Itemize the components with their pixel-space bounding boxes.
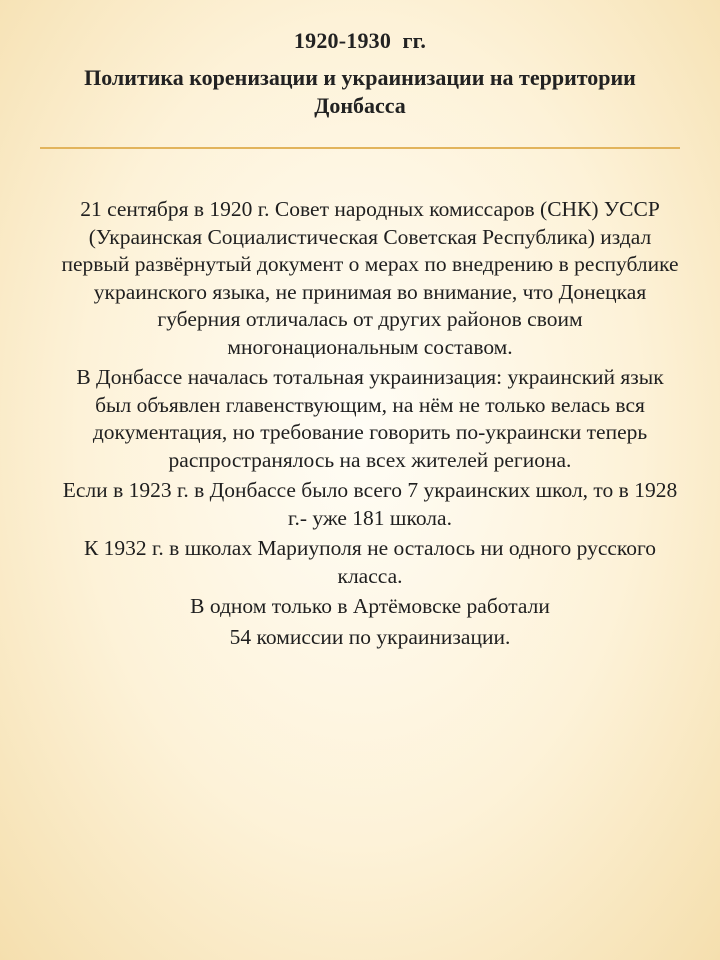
title-divider (40, 147, 680, 149)
paragraph-decree: 21 сентября в 1920 г. Совет народных комиссаров (СНК) УССР (Украинская Социалистическая Советская Республика) издал первый развёрнутый документ о мерах по внедрению в республике украинского языка, не принимая во внимание, что Донецкая губерния отличалась от других районов своим многонациональным составом. (61, 197, 679, 359)
slide-title: Политика коренизации и украинизации на территории Донбасса (84, 65, 636, 118)
paragraph-schools-count: Если в 1923 г. в Донбассе было всего 7 украинских школ, то в 1928 г.- уже 181 школа. (62, 478, 678, 530)
paragraph-ukrainization: В Донбассе началась тотальная украинизация: украинский язык был объявлен главенствующим, на нём не только велась вся документация, но требование говорить по-украински теперь распространялось на всех жителей региона. (76, 365, 664, 472)
paragraph-commissions: 54 комиссии по украинизации. (229, 624, 511, 649)
paragraph-mariupol: К 1932 г. в школах Мариуполя не осталось ни одного русского класса. (83, 536, 657, 588)
paragraph-artemovsk: В одном только в Артёмовске работали (190, 594, 550, 618)
slide-body (60, 196, 680, 651)
slide-year: 1920-1930 гг. (293, 28, 427, 53)
